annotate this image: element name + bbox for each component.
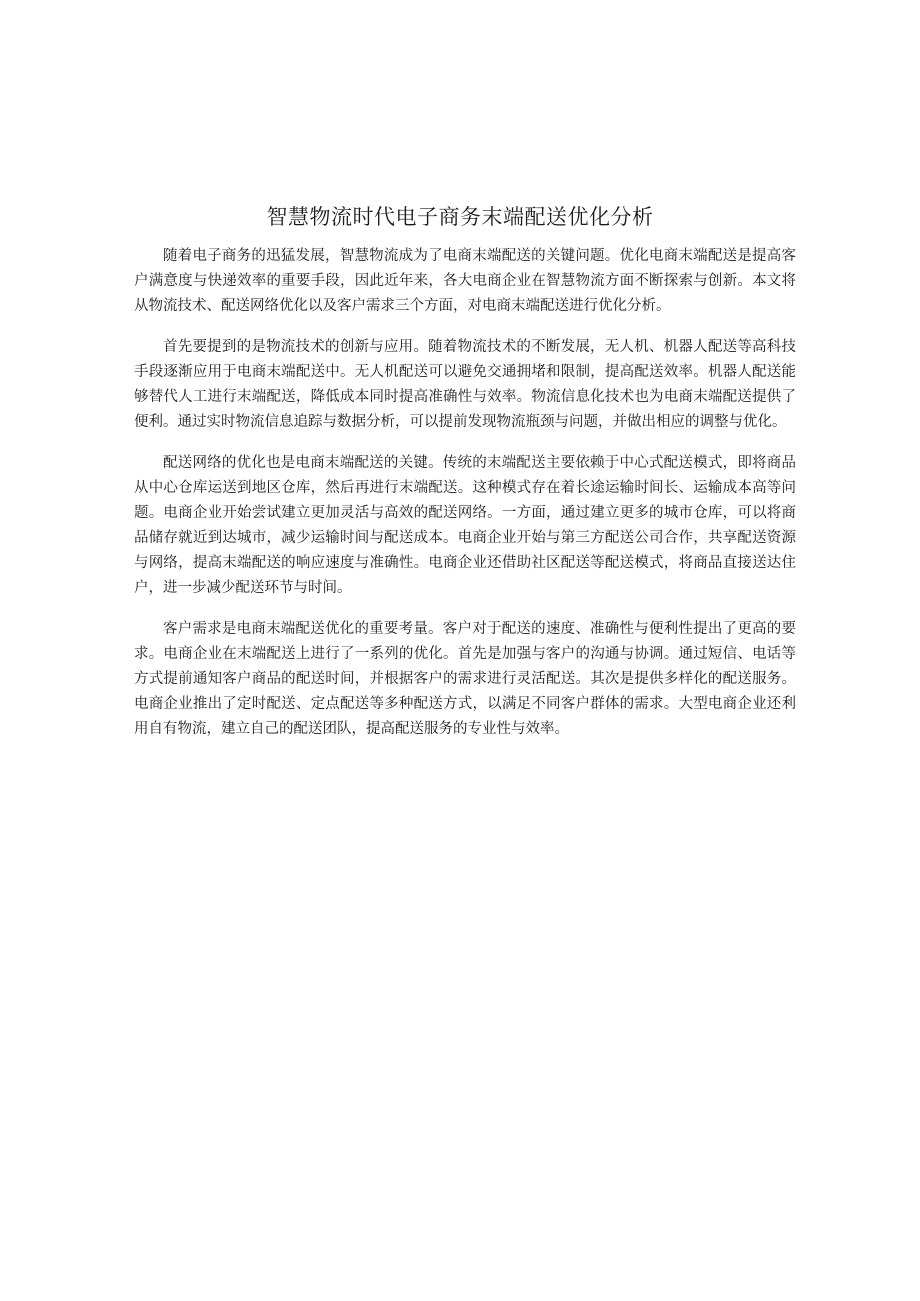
page-title: 智慧物流时代电子商务末端配送优化分析 [266, 205, 654, 229]
document-body [134, 244, 796, 758]
paragraph-customer-demand: 客户需求是电商末端配送优化的重要考量。客户对于配送的速度、准确性与便利性提出了更高的要求。电商企业在末端配送上进行了一系列的优化。首先是加强与客户的沟通与协调。通过短信、电话等方式提前通知客户商品的配送时间，并根据客户的需求进行灵活配送。其次是提供多样化的配送服务。电商企业推出了定时配送、定点配送等多种配送方式，以满足不同客户群体的需求。大型电商企业还利用自有物流，建立自己的配送团队，提高配送服务的专业性与效率。 [134, 621, 796, 737]
paragraph-delivery-network: 配送网络的优化也是电商末端配送的关键。传统的末端配送主要依赖于中心式配送模式，即将商品从中心仓库运送到地区仓库，然后再进行末端配送。这种模式存在着长途运输时间长、运输成本高等问题。电商企业开始尝试建立更加灵活与高效的配送网络。一方面，通过建立更多的城市仓库，可以将商品储存就近到达城市，减少运输时间与配送成本。电商企业开始与第三方配送公司合作，共享配送资源与网络，提高末端配送的响应速度与准确性。电商企业还借助社区配送等配送模式，将商品直接送达住户，进一步减少配送环节与时间。 [134, 455, 796, 596]
paragraph-intro: 随着电子商务的迅猛发展，智慧物流成为了电商末端配送的关键问题。优化电商末端配送是提高客户满意度与快递效率的重要手段，因此近年来，各大电商企业在智慧物流方面不断探索与创新。本文将从物流技术、配送网络优化以及客户需求三个方面，对电商末端配送进行优化分析。 [134, 248, 796, 314]
paragraph-logistics-technology: 首先要提到的是物流技术的创新与应用。随着物流技术的不断发展，无人机、机器人配送等高科技手段逐渐应用于电商末端配送中。无人机配送可以避免交通拥堵和限制，提高配送效率。机器人配送能够替代人工进行末端配送，降低成本同时提高准确性与效率。物流信息化技术也为电商末端配送提供了便利。通过实时物流信息追踪与数据分析，可以提前发现物流瓶颈与问题，并做出相应的调整与优化。 [134, 339, 796, 430]
